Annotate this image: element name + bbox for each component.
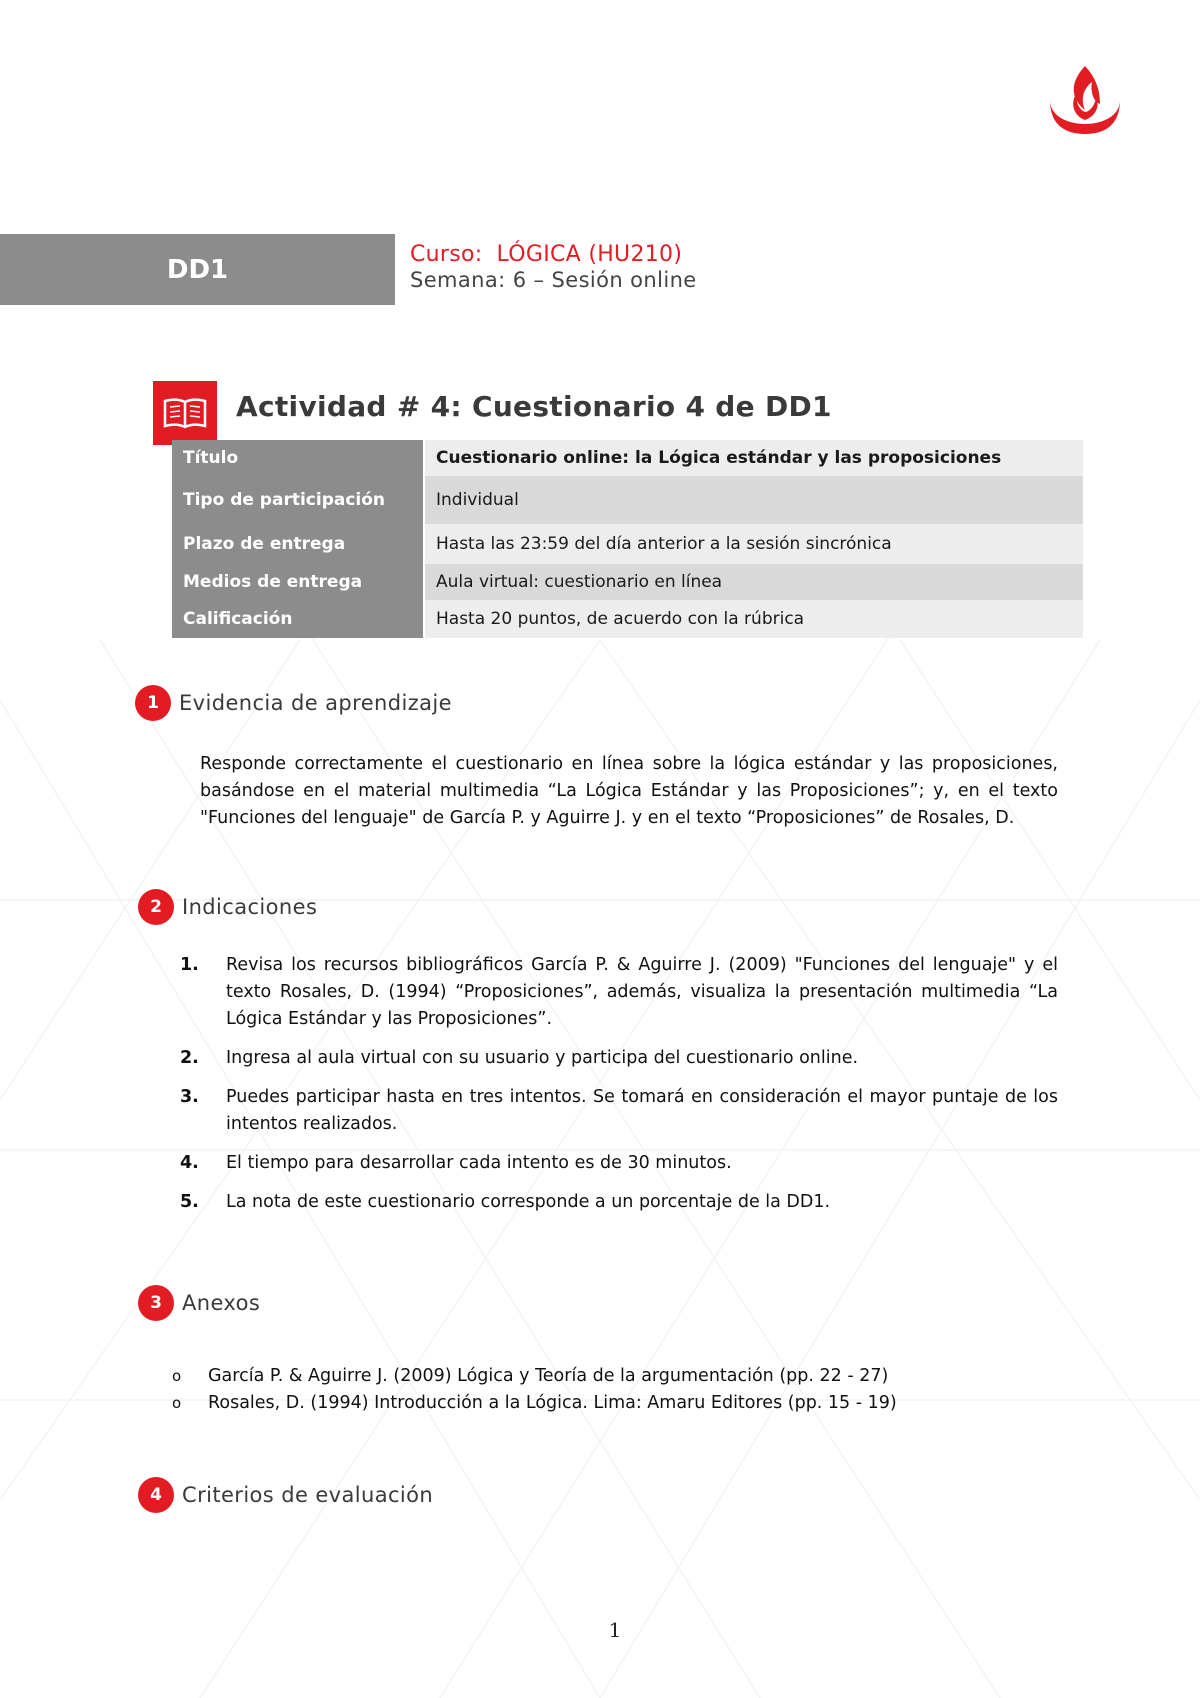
open-book-icon — [162, 396, 208, 430]
section-heading-evidence — [135, 685, 452, 721]
table-row — [172, 564, 1083, 600]
list-item — [180, 952, 1058, 1033]
table-row — [172, 600, 1083, 638]
course-value: LÓGICA (HU210) — [496, 242, 683, 267]
section-heading-annexes — [138, 1285, 260, 1321]
section-title: Criterios de evaluación — [182, 1483, 434, 1507]
table-row — [172, 476, 1083, 524]
list-item — [180, 1150, 1058, 1177]
table-row — [172, 524, 1083, 564]
section-number-badge: 2 — [138, 889, 174, 925]
section-title: Anexos — [182, 1291, 261, 1315]
upc-logo-icon — [1040, 60, 1130, 150]
list-text: La nota de este cuestionario corresponde a un porcentaje de la DD1. — [226, 1192, 831, 1212]
activity-icon-box — [153, 381, 217, 445]
list-text: García P. & Aguirre J. (2009) Lógica y Teoría de la argumentación (pp. 22 - 27) — [208, 1366, 889, 1386]
table-key: Título — [172, 440, 423, 476]
activity-info-table — [172, 440, 1083, 638]
list-text: Puedes participar hasta en tres intentos. Se tomará en consideración el mayor puntaje de los intentos realizados. — [226, 1087, 1058, 1134]
indications-list — [180, 952, 1058, 1228]
document-code: DD1 — [166, 254, 229, 285]
table-value: Cuestionario online: la Lógica estándar y las proposiciones — [423, 440, 1083, 476]
table-key: Plazo de entrega — [172, 524, 423, 564]
annexes-list — [172, 1363, 1052, 1417]
list-number: 5. — [180, 1192, 199, 1212]
list-number: 1. — [180, 955, 199, 975]
list-bullet: o — [172, 1394, 182, 1412]
list-number: 2. — [180, 1048, 199, 1068]
table-value: Individual — [423, 476, 1083, 524]
list-item — [180, 1084, 1058, 1138]
activity-title: Actividad # 4: Cuestionario 4 de DD1 — [236, 390, 832, 423]
course-label: Curso: — [410, 242, 483, 267]
page-number: 1 — [608, 1618, 622, 1642]
list-bullet: o — [172, 1367, 182, 1385]
evidence-paragraph: Responde correctamente el cuestionario en línea sobre la lógica estándar y las proposiciones, basándose en el material multimedia “La Lógica Estándar y las Proposiciones”; y, en el texto "Funciones del lenguaje" de García P. y Aguirre J. y en el texto “Proposiciones” de Rosales, D. — [200, 754, 1058, 828]
list-number: 4. — [180, 1153, 199, 1173]
list-text: El tiempo para desarrollar cada intento es de 30 minutos. — [226, 1153, 732, 1173]
table-key: Medios de entrega — [172, 564, 423, 600]
table-key: Calificación — [172, 600, 423, 638]
table-row — [172, 440, 1083, 476]
section-number-badge: 3 — [138, 1285, 174, 1321]
section-title: Evidencia de aprendizaje — [179, 691, 452, 715]
section-title: Indicaciones — [182, 895, 318, 919]
list-text: Ingresa al aula virtual con su usuario y participa del cuestionario online. — [226, 1048, 859, 1068]
list-item — [180, 1189, 1058, 1216]
week-line: Semana: 6 – Sesión online — [410, 268, 697, 292]
section-heading-criteria — [138, 1477, 433, 1513]
table-value: Aula virtual: cuestionario en línea — [423, 564, 1083, 600]
list-item — [180, 1045, 1058, 1072]
list-number: 3. — [180, 1087, 199, 1107]
list-text: Revisa los recursos bibliográficos García P. & Aguirre J. (2009) "Funciones del lenguaje" y el texto Rosales, D. (1994) “Proposiciones”, además, visualiza la presentación multimedia “La Lógica Estándar y las Proposiciones”. — [226, 955, 1058, 1029]
table-value: Hasta 20 puntos, de acuerdo con la rúbrica — [423, 600, 1083, 638]
list-item — [172, 1390, 1052, 1417]
section-number-badge: 1 — [135, 685, 171, 721]
section-number-badge: 4 — [138, 1477, 174, 1513]
course-line — [410, 242, 682, 267]
list-text: Rosales, D. (1994) Introducción a la Lógica. Lima: Amaru Editores (pp. 15 - 19) — [208, 1393, 897, 1413]
table-value: Hasta las 23:59 del día anterior a la sesión sincrónica — [423, 524, 1083, 564]
section-heading-indications — [138, 889, 317, 925]
document-code-banner — [0, 234, 395, 305]
list-item — [172, 1363, 1052, 1390]
table-key: Tipo de participación — [172, 476, 423, 524]
